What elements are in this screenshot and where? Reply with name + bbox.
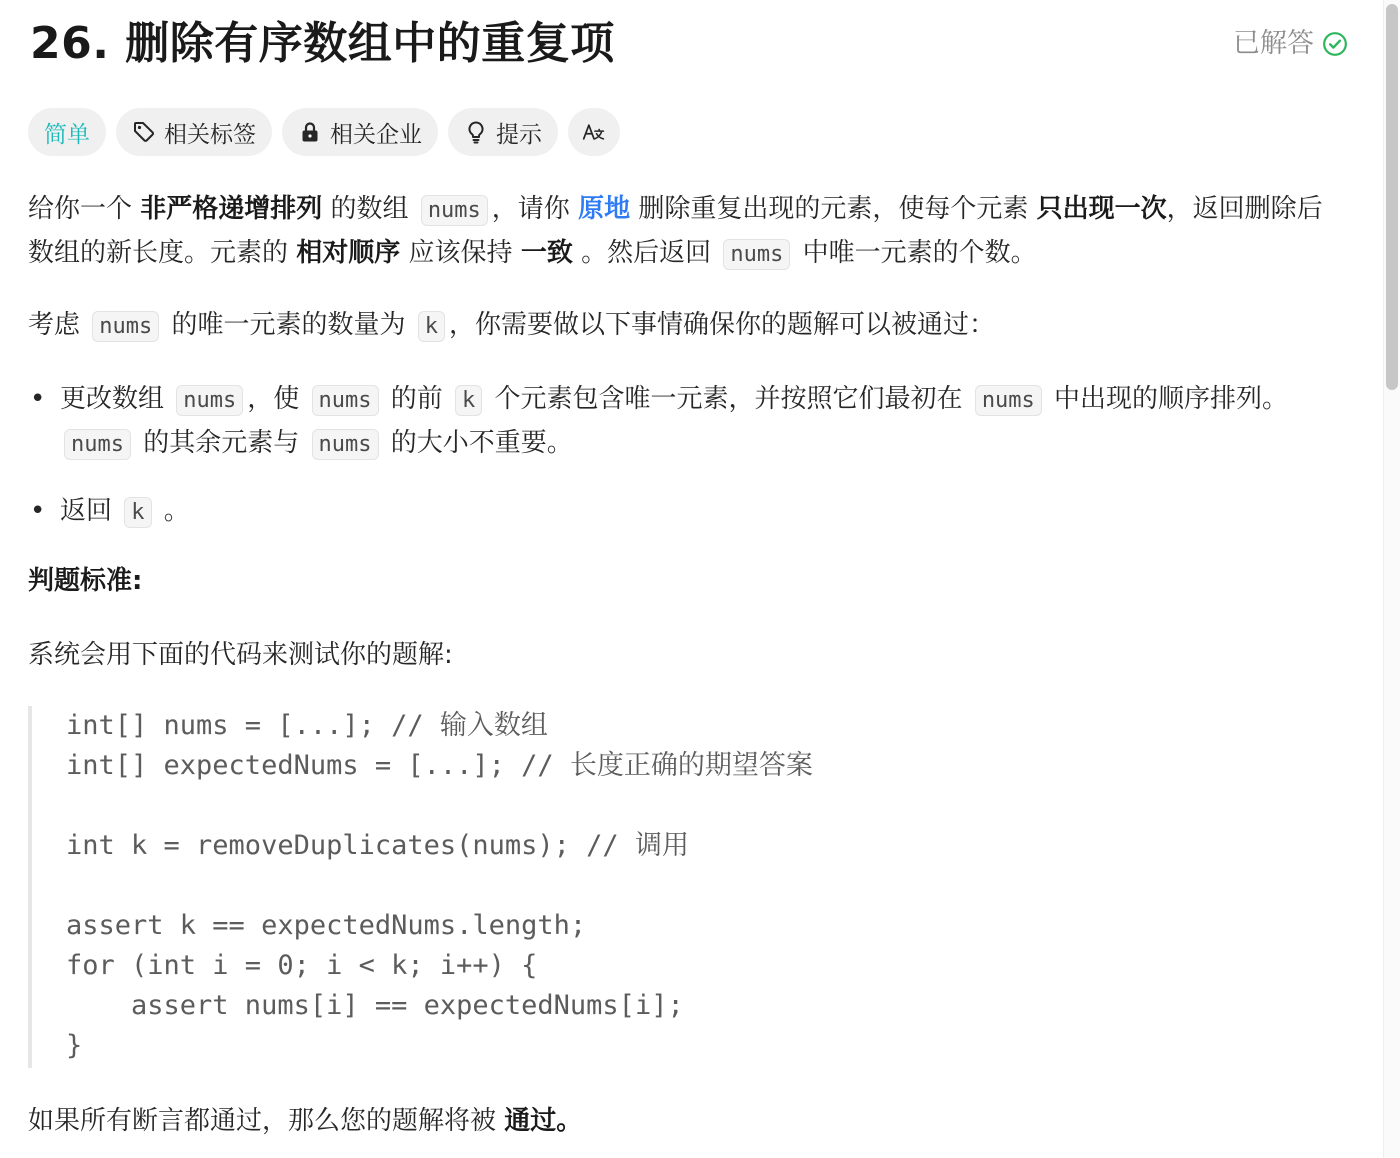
bold-text: 非严格递增排列 [140, 194, 323, 224]
related-tags-label: 相关标签 [164, 121, 256, 148]
inline-code: nums [176, 385, 243, 416]
text: 删除重复出现的元素，使每个元素 [630, 194, 1037, 224]
lightbulb-icon [464, 120, 488, 144]
inline-code: nums [92, 311, 159, 342]
code-blank-line [66, 866, 1128, 906]
inline-code: nums [312, 429, 379, 460]
tag-icon [132, 120, 156, 144]
final-paragraph [28, 1100, 582, 1142]
text: 的其余元素与 [134, 428, 308, 458]
text: 的数组 [322, 194, 417, 224]
code-line: assert nums[i] == expectedNums[i]; [66, 990, 684, 1021]
inline-code: nums [421, 195, 488, 226]
related-tags-button[interactable] [116, 108, 272, 156]
inline-code: nums [975, 385, 1042, 416]
list-item [28, 490, 1328, 534]
text: 中出现的顺序排列。 [1045, 384, 1289, 414]
check-circle-icon [1322, 31, 1348, 57]
description-paragraph-1 [28, 188, 1338, 276]
text: 给你一个 [28, 194, 141, 224]
code-line: } [66, 1030, 83, 1061]
inline-code: k [455, 385, 482, 416]
text: ，返回删除后数组的新长度。元素的 [28, 194, 1323, 268]
text: ，使 [247, 384, 308, 414]
text: ，请你 [491, 194, 579, 224]
scrollbar-thumb[interactable] [1386, 4, 1398, 390]
bold-text: 通过。 [504, 1106, 583, 1136]
text: 个元素包含唯一元素，并按照它们最初在 [486, 384, 971, 414]
vertical-scrollbar[interactable] [1383, 0, 1400, 1158]
difficulty-badge[interactable] [28, 108, 106, 156]
problem-title[interactable]: 26. 删除有序数组中的重复项 [30, 18, 615, 69]
bold-text: 相对顺序 [296, 238, 401, 268]
code-blank-line [66, 786, 1128, 826]
inline-code: nums [312, 385, 379, 416]
related-companies-label: 相关企业 [330, 121, 422, 148]
code-line: int[] expectedNums = [...]; // 长度正确的期望答案 [66, 750, 813, 781]
list-item [28, 378, 1328, 466]
text: 中唯一元素的个数。 [794, 238, 1037, 268]
tag-bar [28, 108, 620, 156]
title-row [28, 14, 1348, 74]
text: 的前 [382, 384, 452, 414]
translate-icon [582, 120, 606, 144]
code-line: int k = removeDuplicates(nums); // 调用 [66, 830, 689, 861]
text: 。然后返回 [572, 238, 720, 268]
related-companies-button[interactable] [282, 108, 438, 156]
inline-code: k [418, 311, 445, 342]
solved-status [1233, 24, 1348, 64]
heading-text: 判题标准: [28, 566, 143, 596]
text: 考虑 [28, 310, 89, 340]
text: 更改数组 [60, 384, 173, 414]
inline-code: nums [723, 239, 790, 270]
solved-label: 已解答 [1233, 28, 1314, 59]
translate-button[interactable] [568, 108, 620, 156]
inline-code: nums [64, 429, 131, 460]
code-line: for (int i = 0; i < k; i++) { [66, 950, 538, 981]
bold-text: 一致 [520, 238, 573, 268]
text: ，你需要做以下事情确保你的题解可以被通过： [449, 310, 996, 340]
hint-button[interactable] [448, 108, 558, 156]
requirements-list [28, 378, 1328, 534]
in-place-link[interactable]: 原地 [578, 194, 631, 224]
code-content [66, 706, 1128, 1066]
bold-text: 只出现一次 [1036, 194, 1167, 224]
system-text: 系统会用下面的代码来测试你的题解: [28, 640, 453, 670]
judge-heading [28, 560, 142, 602]
text: 应该保持 [400, 238, 521, 268]
text: 返回 [60, 496, 121, 526]
description-paragraph-2 [28, 304, 1338, 348]
inline-code: k [124, 497, 151, 528]
text: 的唯一元素的数量为 [163, 310, 414, 340]
code-line: int[] nums = [...]; // 输入数组 [66, 710, 548, 741]
text: 的大小不重要。 [382, 428, 573, 458]
text: 。 [155, 496, 190, 526]
text: 如果所有断言都通过，那么您的题解将被 [28, 1106, 505, 1136]
lock-icon [298, 120, 322, 144]
code-block [28, 706, 1128, 1068]
hint-label: 提示 [496, 121, 542, 148]
difficulty-label: 简单 [44, 121, 90, 148]
code-line: assert k == expectedNums.length; [66, 910, 587, 941]
